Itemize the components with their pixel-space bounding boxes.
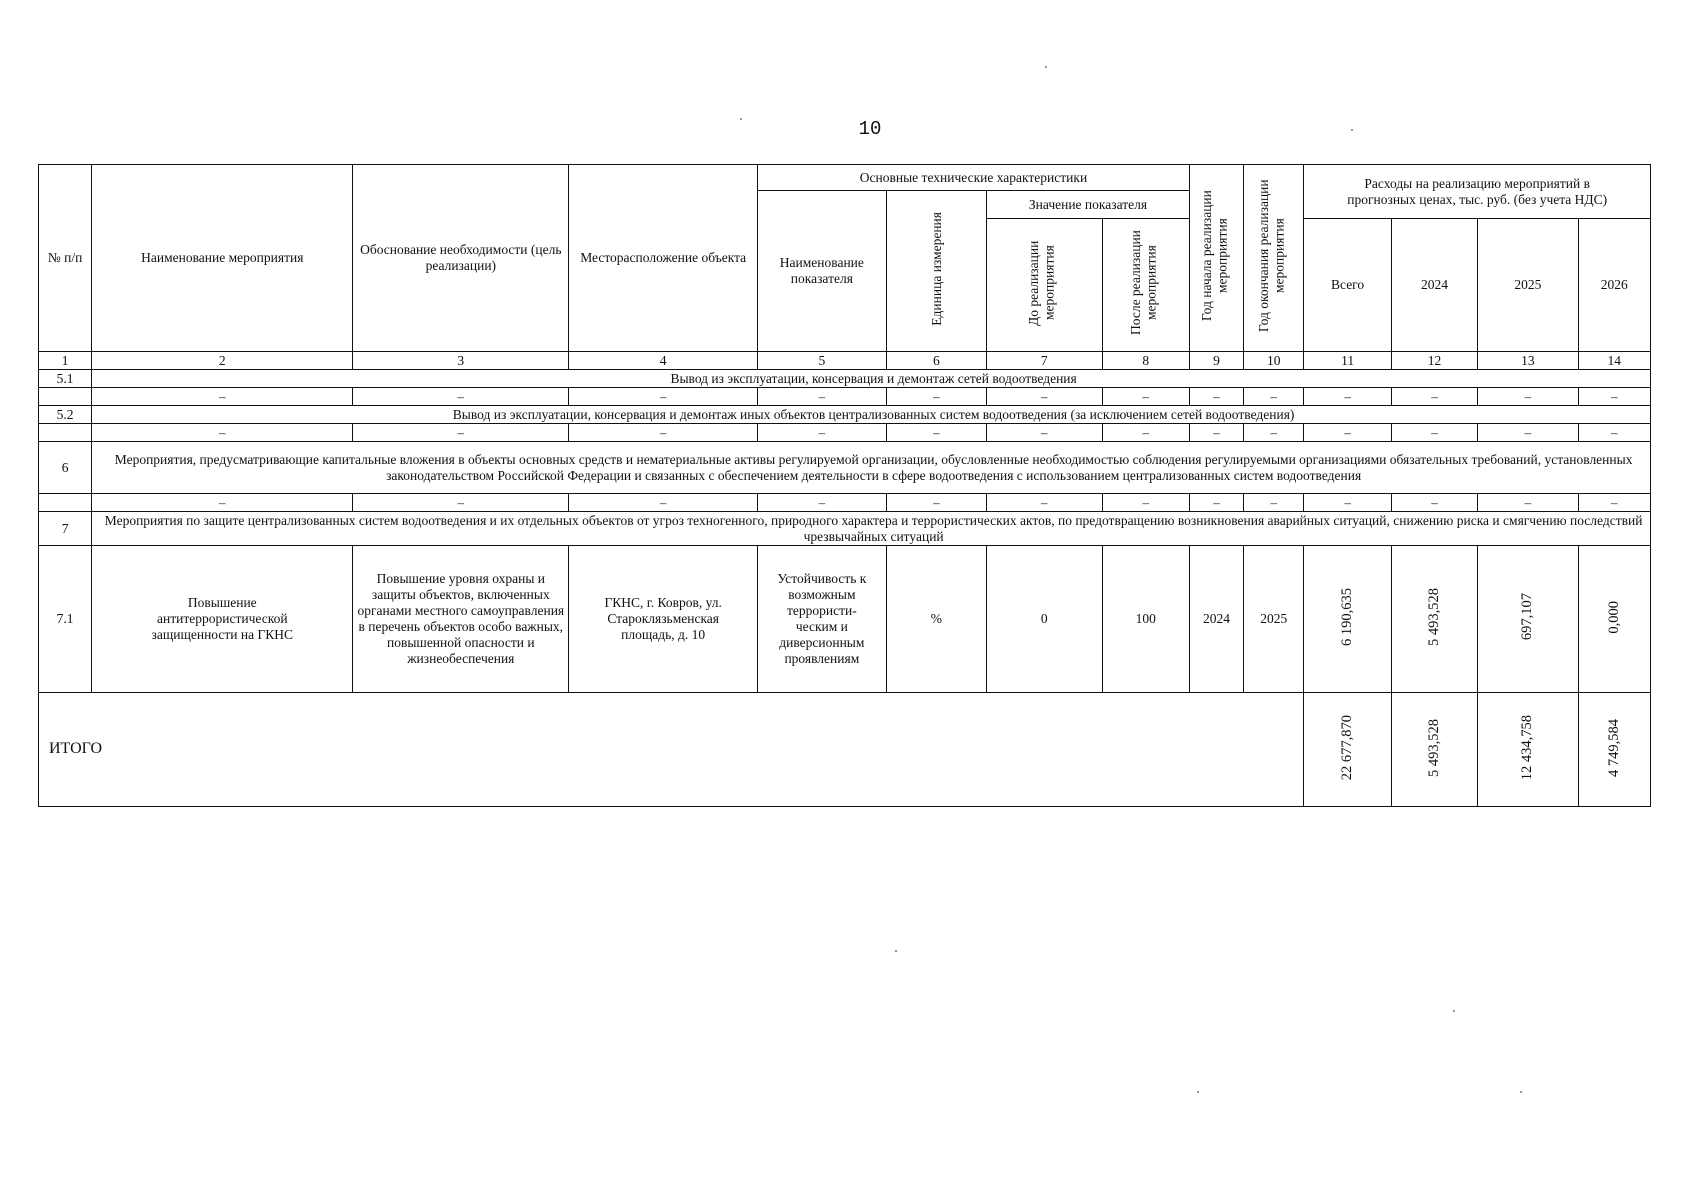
dash-cell: – <box>353 424 569 442</box>
column-number: 8 <box>1102 352 1189 370</box>
section-num: 6 <box>39 442 92 494</box>
dash-cell: – <box>1304 388 1391 406</box>
section-title: Мероприятия по защите централизованных систем водоотведения и их отдельных объектов от угроз техногенного, природного характера и террористических актов, по предотвращению возникновения аварийных ситуаций, снижению риска и смягчению последствий чрезвычайных ситуаций <box>92 512 1651 546</box>
empty-cell <box>39 424 92 442</box>
dash-cell: – <box>1244 424 1304 442</box>
dash-cell: – <box>758 424 887 442</box>
section-num: 5.1 <box>39 370 92 388</box>
section-title: Вывод из эксплуатации, консервация и демонтаж сетей водоотведения <box>92 370 1651 388</box>
investment-program-table <box>38 164 1651 807</box>
header-name: Наименование мероприятия <box>92 165 353 352</box>
page-number: 10 <box>858 118 882 140</box>
column-number: 7 <box>987 352 1102 370</box>
item-row-7-1 <box>39 546 1651 693</box>
section-num: 7 <box>39 512 92 546</box>
section-row-5-2 <box>39 406 1651 424</box>
totals-total: 22 677,870 <box>1304 693 1391 807</box>
header-2024: 2024 <box>1391 219 1477 352</box>
empty-cell <box>39 388 92 406</box>
item-justification: Повышение уровня охраны и защиты объектов, включенных органами местного самоуправления в перечень объектов особо важных, повышенной опасности и жизнеобеспечения <box>353 546 569 693</box>
dash-cell: – <box>987 424 1102 442</box>
item-2025: 697,107 <box>1478 546 1578 693</box>
dash-cell: – <box>353 494 569 512</box>
header-justification: Обоснование необходимости (цель реализации) <box>353 165 569 352</box>
column-number: 13 <box>1478 352 1578 370</box>
item-unit: % <box>886 546 986 693</box>
item-before: 0 <box>987 546 1102 693</box>
header-2026: 2026 <box>1578 219 1650 352</box>
dash-cell: – <box>1578 494 1650 512</box>
item-2026: 0,000 <box>1578 546 1650 693</box>
scan-speck <box>1197 1091 1199 1093</box>
item-name: Повышение антитеррористической защищенности на ГКНС <box>92 546 353 693</box>
header-total: Всего <box>1304 219 1391 352</box>
item-after: 100 <box>1102 546 1189 693</box>
scan-speck <box>1453 1010 1455 1012</box>
dash-cell: – <box>92 388 353 406</box>
empty-row <box>39 424 1651 442</box>
dash-cell: – <box>1244 388 1304 406</box>
dash-cell: – <box>886 424 986 442</box>
header-year-end: Год окончания реализации мероприятия <box>1244 165 1304 352</box>
item-year-end: 2025 <box>1244 546 1304 693</box>
column-number: 6 <box>886 352 986 370</box>
column-numbers-row <box>39 352 1651 370</box>
dash-cell: – <box>1304 494 1391 512</box>
dash-cell: – <box>1478 388 1578 406</box>
dash-cell: – <box>92 494 353 512</box>
dash-cell: – <box>569 424 758 442</box>
item-indicator: Устойчивость к возможным террористи-ческим и диверсионным проявлениям <box>758 546 887 693</box>
dash-cell: – <box>1391 494 1477 512</box>
header-tech-group: Основные технические характеристики <box>758 165 1190 191</box>
header-indicator-name: Наименование показателя <box>758 191 887 352</box>
dash-cell: – <box>1189 424 1243 442</box>
scan-speck <box>895 950 897 952</box>
scan-speck <box>1351 129 1353 131</box>
item-2024: 5 493,528 <box>1391 546 1477 693</box>
dash-cell: – <box>1189 388 1243 406</box>
empty-cell <box>39 494 92 512</box>
column-number: 9 <box>1189 352 1243 370</box>
dash-cell: – <box>886 388 986 406</box>
header-location: Месторасположение объекта <box>569 165 758 352</box>
column-number: 5 <box>758 352 887 370</box>
section-title: Вывод из эксплуатации, консервация и демонтаж иных объектов централизованных систем водоотведения (за исключением сетей водоотведения) <box>92 406 1651 424</box>
item-location: ГКНС, г. Ковров, ул. Староклязьменская площадь, д. 10 <box>569 546 758 693</box>
totals-2026: 4 749,584 <box>1578 693 1650 807</box>
dash-cell: – <box>1478 424 1578 442</box>
dash-cell: – <box>1189 494 1243 512</box>
dash-cell: – <box>987 388 1102 406</box>
column-number: 3 <box>353 352 569 370</box>
dash-cell: – <box>1391 424 1477 442</box>
dash-cell: – <box>987 494 1102 512</box>
column-number: 14 <box>1578 352 1650 370</box>
section-row-5-1 <box>39 370 1651 388</box>
header-num: № п/п <box>39 165 92 352</box>
scan-speck <box>1520 1091 1522 1093</box>
dash-cell: – <box>1244 494 1304 512</box>
header-value-group: Значение показателя <box>987 191 1190 219</box>
column-number: 4 <box>569 352 758 370</box>
section-row-6 <box>39 442 1651 494</box>
header-2025: 2025 <box>1478 219 1578 352</box>
item-total: 6 190,635 <box>1304 546 1391 693</box>
dash-cell: – <box>758 388 887 406</box>
column-number: 2 <box>92 352 353 370</box>
totals-2025: 12 434,758 <box>1478 693 1578 807</box>
dash-cell: – <box>758 494 887 512</box>
item-num: 7.1 <box>39 546 92 693</box>
dash-cell: – <box>1578 424 1650 442</box>
column-number: 11 <box>1304 352 1391 370</box>
dash-cell: – <box>1578 388 1650 406</box>
totals-label: ИТОГО <box>39 693 1304 807</box>
dash-cell: – <box>1102 388 1189 406</box>
header-after: После реализации мероприятия <box>1102 219 1189 352</box>
empty-row <box>39 494 1651 512</box>
scan-speck <box>1045 66 1047 68</box>
scan-speck <box>740 118 742 120</box>
dash-cell: – <box>1478 494 1578 512</box>
header-year-start: Год начала реализации мероприятия <box>1189 165 1243 352</box>
item-year-start: 2024 <box>1189 546 1243 693</box>
dash-cell: – <box>92 424 353 442</box>
dash-cell: – <box>569 494 758 512</box>
dash-cell: – <box>1102 494 1189 512</box>
column-number: 10 <box>1244 352 1304 370</box>
empty-row <box>39 388 1651 406</box>
totals-2024: 5 493,528 <box>1391 693 1477 807</box>
dash-cell: – <box>1391 388 1477 406</box>
totals-row <box>39 693 1651 807</box>
section-title: Мероприятия, предусматривающие капитальные вложения в объекты основных средств и нематериальные активы регулируемой организации, обусловленные необходимостью соблюдения регулируемыми организациями обязательных требований, установленных законодательством Российской Федерации и связанных с обеспечением деятельности в сфере водоотведения с использованием централизованных систем водоотведения <box>92 442 1651 494</box>
dash-cell: – <box>1102 424 1189 442</box>
column-number: 12 <box>1391 352 1477 370</box>
header-costs-group: Расходы на реализацию мероприятий в прогнозных ценах, тыс. руб. (без учета НДС) <box>1304 165 1651 219</box>
header-unit: Единица измерения <box>886 191 986 352</box>
dash-cell: – <box>569 388 758 406</box>
dash-cell: – <box>886 494 986 512</box>
section-num: 5.2 <box>39 406 92 424</box>
column-number: 1 <box>39 352 92 370</box>
header-before: До реализации мероприятия <box>987 219 1102 352</box>
section-row-7 <box>39 512 1651 546</box>
dash-cell: – <box>1304 424 1391 442</box>
dash-cell: – <box>353 388 569 406</box>
